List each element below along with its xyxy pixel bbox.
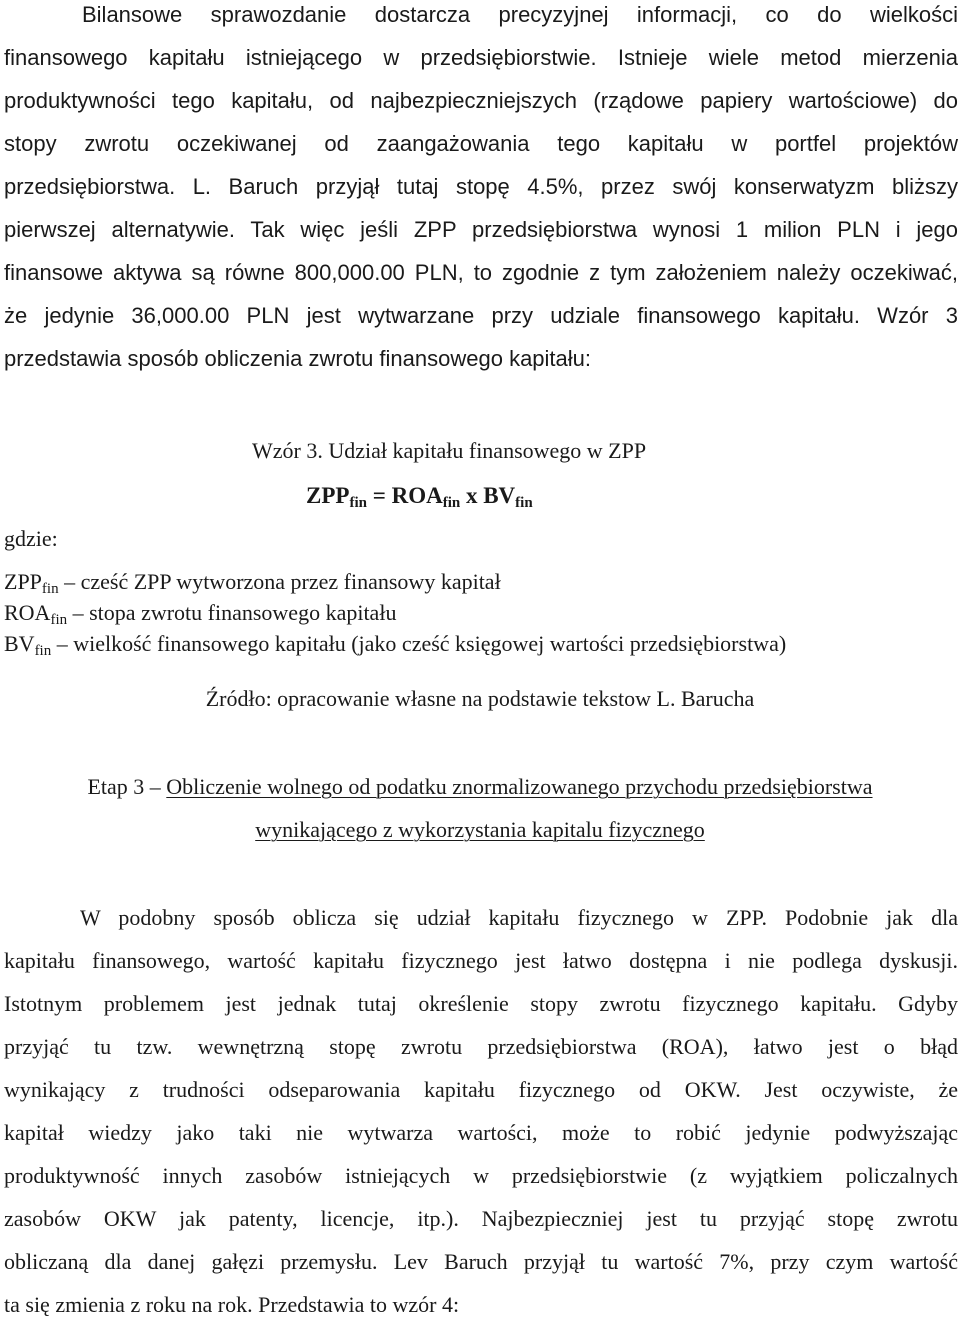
paragraph-1-line: Bilansowe sprawozdanie dostarcza precyzyjnej informacji, co do wielkości — [82, 2, 958, 27]
paragraph-2-line: kapitał wiedzy jako taki nie wytwarza wartości, może to robić jedynie podwyższając — [4, 1120, 958, 1145]
legend-description: – cześć ZPP wytworzona przez finansowy kapitał — [58, 569, 501, 594]
paragraph-2-line: obliczaną dla danej gałęzi przemysłu. Lev Baruch przyjął tu wartość 7%, przy czym wartość — [4, 1249, 958, 1274]
formula-op: x — [460, 483, 484, 508]
stage-heading-line-2 — [0, 815, 960, 845]
paragraph-2-line: produktywność innych zasobów istniejących w przedsiębiorstwie (z wyjątkiem policzalnych — [4, 1163, 958, 1188]
legend-description: – wielkość finansowego kapitału (jako cześć księgowej wartości przedsiębiorstwa) — [51, 631, 787, 656]
legend-symbol: BV — [4, 631, 35, 656]
legend-symbol-sub: fin — [34, 643, 52, 659]
paragraph-2-line: zasobów OKW jak patenty, licencje, itp.). Najbezpieczniej jest tu przyjąć stopę zwrotu — [4, 1206, 958, 1231]
formula-term2-sub: fin — [515, 495, 533, 511]
where-label: gdzie: — [4, 526, 58, 551]
source-note: Źródło: opracowanie własne na podstawie tekstow L. Barucha — [205, 686, 755, 711]
formula-eq: = — [366, 483, 392, 508]
paragraph-1-line: że jedynie 36,000.00 PLN jest wytwarzane przy udziale finansowego kapitału. Wzór 3 — [4, 303, 958, 328]
paragraph-2-line: W podobny sposób oblicza się udział kapitału fizycznego w ZPP. Podobnie jak dla — [80, 905, 958, 930]
paragraph-1-line: przedsiębiorstwa. L. Baruch przyjął tutaj stopę 4.5%, przez swój konserwatyzm bliższy — [4, 174, 958, 199]
paragraph-1-line: pierwszej alternatywie. Tak więc jeśli ZPP przedsiębiorstwa wynosi 1 milion PLN i jego — [4, 217, 958, 242]
paragraph-2-line: Istotnym problemem jest jednak tutaj określenie stopy zwrotu fizycznego kapitału. Gdyby — [4, 991, 958, 1016]
stage-prefix: Etap 3 – — [87, 774, 167, 799]
paragraph-1-line: stopy zwrotu oczekiwanej od zaangażowania tego kapitału w portfel projektów — [4, 131, 958, 156]
legend-description: – stopa zwrotu finansowego kapitału — [67, 600, 397, 625]
legend-item — [4, 629, 958, 659]
formula-lhs-sub: fin — [349, 495, 367, 511]
legend-symbol: ROA — [4, 600, 51, 625]
formula-term1-sub: fin — [442, 495, 461, 511]
formula-term1: ROA — [391, 483, 443, 508]
paragraph-2-line: kapitału finansowego, wartość kapitału fizycznego jest łatwo dostępna i nie podlega dyskusji. — [4, 948, 958, 973]
stage-title: Obliczenie wolnego od podatku znormalizowanego przychodu przedsiębiorstwa — [166, 774, 873, 799]
legend-symbol-sub: fin — [41, 581, 59, 597]
formula-term2: BV — [483, 483, 516, 508]
legend-symbol-sub: fin — [50, 612, 68, 628]
legend-item — [4, 567, 958, 597]
paragraph-2-line: ta się zmienia z roku na rok. Przedstawia to wzór 4: — [4, 1292, 460, 1317]
stage-title-continuation: wynikającego z wykorzystania kapitalu fizycznego — [255, 817, 705, 842]
paragraph-1-line: finansowe aktywa są równe 800,000.00 PLN, to zgodnie z tym założeniem należy oczekiwać, — [4, 260, 958, 285]
paragraph-1-line: finansowego kapitału istniejącego w przedsiębiorstwie. Istnieje wiele metod mierzenia — [4, 45, 958, 70]
formula — [306, 481, 958, 511]
paragraph-2-line: wynikający z trudności odseparowania kapitału fizycznego od OKW. Jest oczywiste, że — [4, 1077, 958, 1102]
paragraph-1-line: przedstawia sposób obliczenia zwrotu finansowego kapitału: — [4, 346, 592, 371]
formula-lhs: ZPP — [306, 483, 350, 508]
legend-item — [4, 598, 958, 628]
paragraph-1-line: produktywności tego kapitału, od najbezpieczniejszych (rządowe papiery wartościowe) do — [4, 88, 958, 113]
formula-caption: Wzór 3. Udział kapitału finansowego w ZPP — [252, 438, 647, 463]
stage-heading-line-1 — [0, 772, 960, 802]
legend-symbol: ZPP — [4, 569, 42, 594]
paragraph-2-line: przyjąć tu tzw. wewnętrzną stopę zwrotu przedsiębiorstwa (ROA), łatwo jest o błąd — [4, 1034, 958, 1059]
